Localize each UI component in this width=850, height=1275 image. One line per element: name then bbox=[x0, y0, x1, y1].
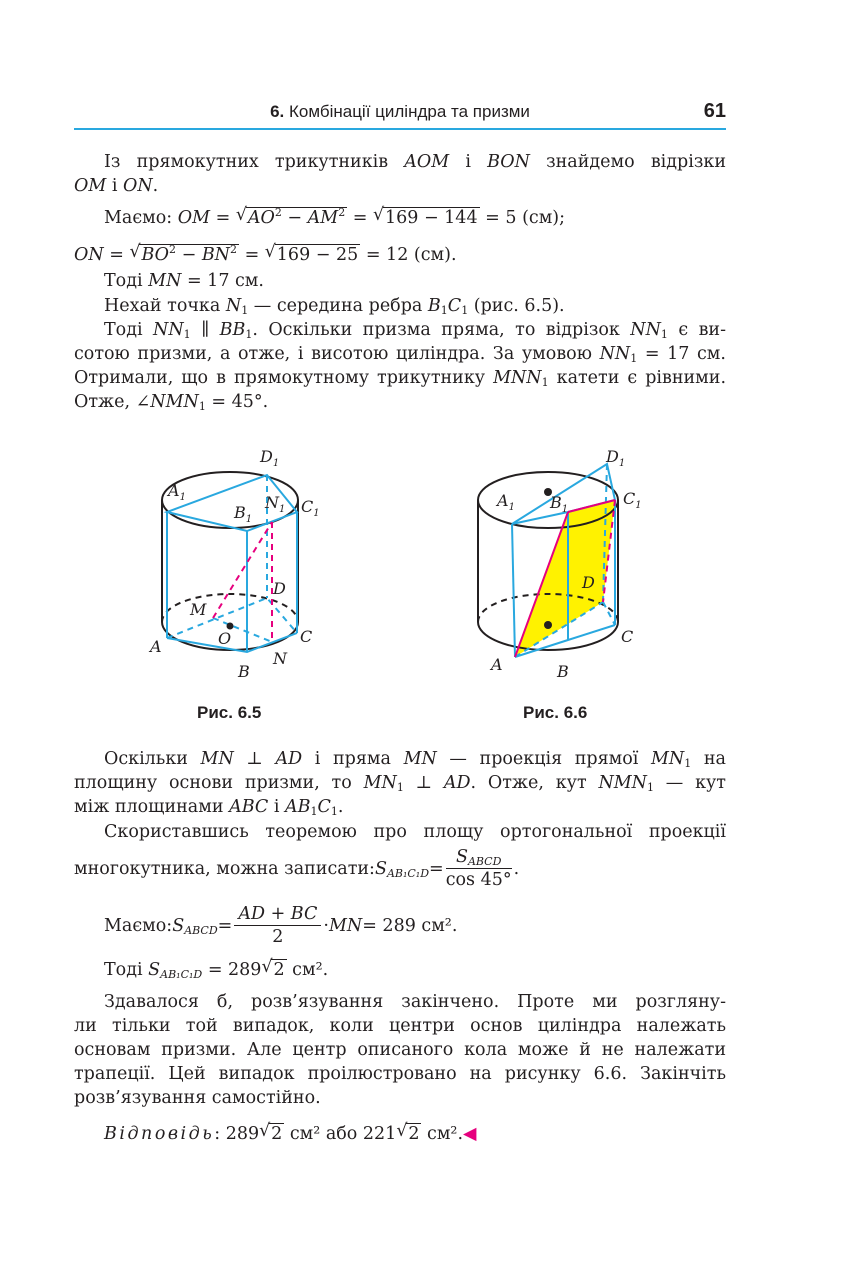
formula-projection: многокутника, можна $записати:S_{AB_1C_1D}=$ $\frac{S_{ABCD}}{\cos 45^\circ}$ . bbox=[74, 847, 520, 890]
label-D: D bbox=[273, 579, 286, 598]
formula-on: ON = √ $BO^2 - BN^2$ = √ 169 − 25 = 12 (см). bbox=[74, 242, 457, 265]
text-line: ли тільки той випадок, коли центри основ циліндра належать bbox=[74, 1016, 726, 1036]
label-C1: $C_1$ bbox=[301, 497, 320, 519]
text-line: розв’язування самостійно. bbox=[74, 1088, 321, 1108]
header-divider bbox=[74, 128, 726, 130]
figure-6-6 bbox=[460, 440, 680, 680]
text-line: Нехай точка $N_1$ — середина ребра $B_1C_1$ (рис. 6.5). bbox=[104, 296, 565, 317]
label-N: N bbox=[273, 649, 287, 668]
label-B1: $B_1$ bbox=[550, 493, 569, 515]
label-B1: $B_1$ bbox=[234, 503, 253, 525]
figure-caption-6-6: Рис. 6.6 bbox=[523, 703, 588, 722]
label-A1: $A_1$ bbox=[497, 491, 515, 513]
label-D1: $D_1$ bbox=[260, 447, 280, 469]
text-line: Здавалося б, розв’язування закінчено. Проте ми розгляну- bbox=[104, 992, 726, 1012]
text-line: основам призми. Але центр описаного кола може й не належати bbox=[74, 1040, 726, 1060]
figure-6-5 bbox=[140, 440, 360, 680]
section-fill bbox=[515, 500, 615, 657]
formula-area: $Маємо:S_{ABCD}=$ $\frac{AD + BC}{2}$ ·MN= 289 см². bbox=[104, 904, 458, 947]
text-line: площину основи призми, то $MN_1$ ⊥ AD. Отже, кут $NMN_1$ — кут bbox=[74, 773, 726, 794]
label-A: A bbox=[150, 637, 162, 656]
text-line: OM і ON. bbox=[74, 176, 159, 196]
text-line: між площинами ABC і $AB_1C_1$. bbox=[74, 797, 344, 818]
label-B: B bbox=[557, 662, 569, 680]
text-line: Скориставшись теоремою про площу ортогональної проекції bbox=[104, 822, 726, 842]
label-A1: $A_1$ bbox=[168, 481, 186, 503]
text-line: трапеції. Цей випадок проілюстровано на рисунку 6.6. Закінчіть bbox=[74, 1064, 726, 1084]
label-C1: $C_1$ bbox=[623, 489, 642, 511]
label-D: D bbox=[582, 573, 595, 592]
text-line: Отримали, що в прямокутному трикутнику $MNN_1$ катети є рівними. bbox=[74, 368, 727, 389]
answer-line: Відповідь: 289 √ 2 см² або 221 √ 2 см².◀ bbox=[104, 1121, 477, 1144]
chapter-title: 6. Комбінації циліндра та призми bbox=[270, 102, 530, 121]
label-C: C bbox=[300, 627, 313, 646]
text-line: Отже, $\angle NMN_1 = 45^\circ$. bbox=[74, 392, 269, 413]
text-line: сотою призми, а отже, і висотою циліндра. За умовою $NN_1 = 17$ см. bbox=[74, 344, 726, 365]
formula-om: Маємо: OM = √ $AO^2 - AM^2$ = √ 169 − 144 = 5 (см); bbox=[104, 205, 566, 228]
label-D1: $D_1$ bbox=[606, 447, 626, 469]
text-line: Із прямокутних трикутників AOM і BON знайдемо відрізки bbox=[104, 152, 726, 172]
end-marker-icon: ◀ bbox=[463, 1124, 477, 1144]
label-O: O bbox=[218, 629, 232, 648]
text-line: Тоді MN = 17 см. bbox=[104, 271, 264, 291]
label-A: A bbox=[491, 655, 503, 674]
figure-caption-6-5: Рис. 6.5 bbox=[197, 703, 262, 722]
label-M: M bbox=[190, 600, 207, 619]
label-N1: $N_1$ bbox=[265, 493, 286, 515]
formula-result: Тоді $S_{AB_1C_1D} = 289$ √ 2 см². bbox=[104, 957, 329, 981]
text-line: Оскільки MN ⊥ AD і пряма MN — проекція прямої $MN_1$ на bbox=[104, 749, 726, 770]
label-C: C bbox=[621, 627, 634, 646]
page-header bbox=[74, 100, 726, 128]
bottom-center-point bbox=[544, 621, 552, 629]
page-number: 61 bbox=[703, 100, 726, 122]
label-B: B bbox=[238, 662, 250, 680]
text-line: Тоді $NN_1$ ∥ $BB_1$. Оскільки призма пряма, то відрізок $NN_1$ є ви- bbox=[104, 320, 726, 341]
